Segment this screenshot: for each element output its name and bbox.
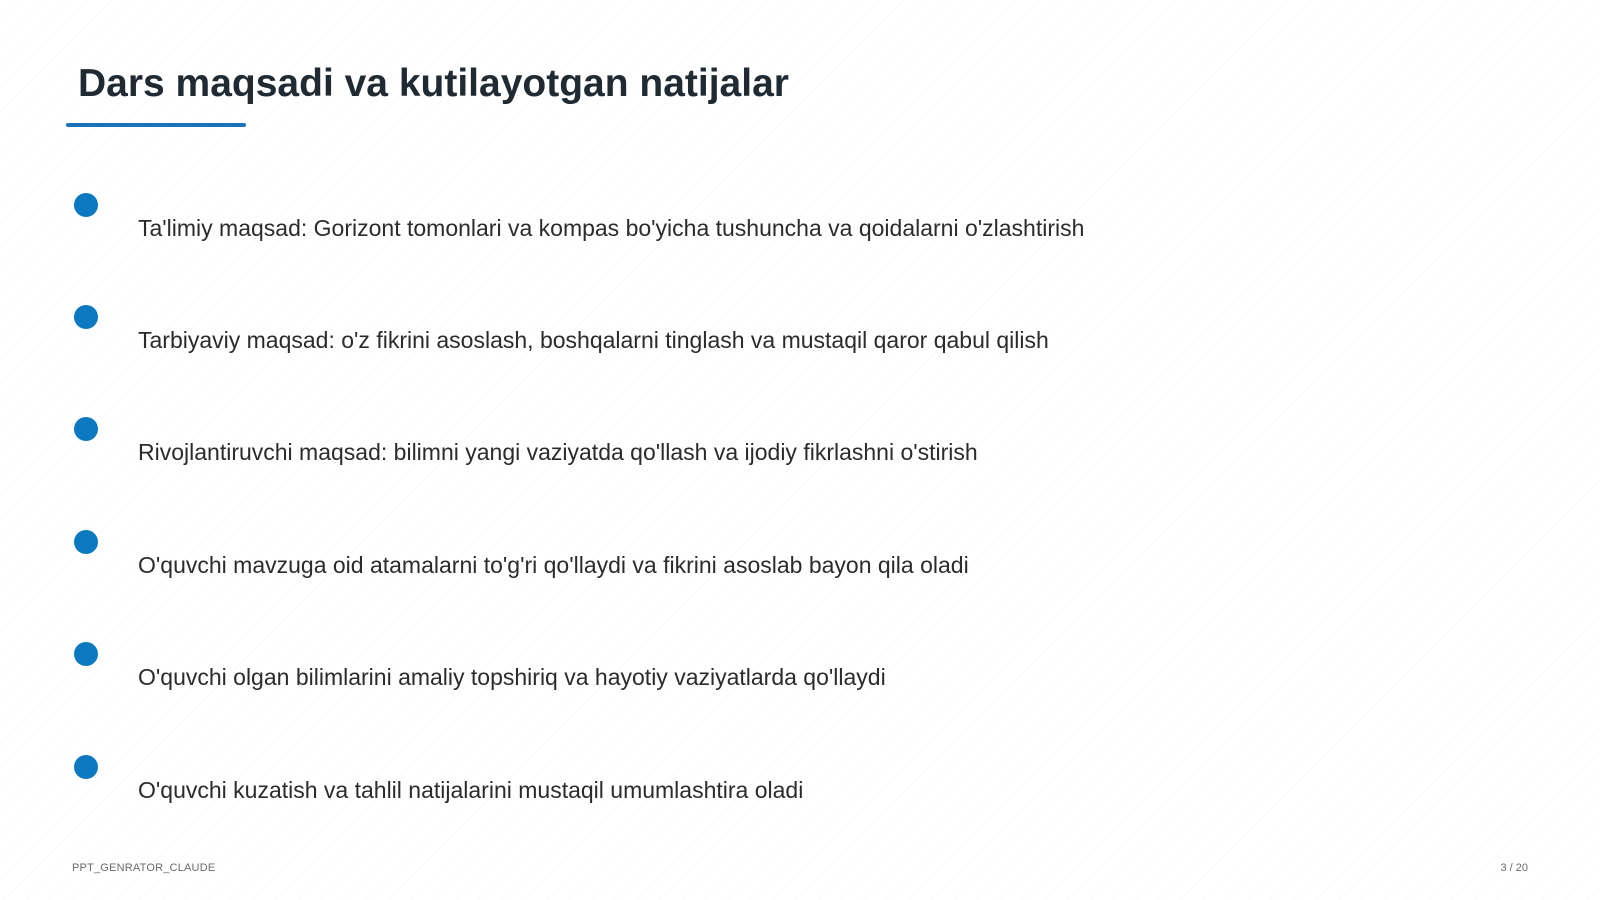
list-item <box>0 530 1300 590</box>
bullet-text: O'quvchi kuzatish va tahlil natijalarini mustaqil umumlashtira oladi <box>138 777 804 803</box>
footer-source-label: PPT_GENRATOR_CLAUDE <box>72 862 216 874</box>
bullet-text: O'quvchi mavzuga oid atamalarni to'g'ri qo'llaydi va fikrini asoslab bayon qila oladi <box>138 552 969 578</box>
list-item <box>0 305 1300 365</box>
bullet-dot-icon <box>74 755 98 779</box>
bullet-text: O'quvchi olgan bilimlarini amaliy topshiriq va hayotiy vaziyatlarda qo'llaydi <box>138 664 886 690</box>
title-underline <box>66 123 246 127</box>
page-indicator: 3 / 20 <box>1500 862 1528 874</box>
list-item <box>0 642 1300 702</box>
bullet-text: Rivojlantiruvchi maqsad: bilimni yangi vaziyatda qo'llash va ijodiy fikrlashni o'stirish <box>138 439 978 465</box>
bullet-dot-icon <box>74 417 98 441</box>
list-item <box>0 755 1300 815</box>
slide-title: Dars maqsadi va kutilayotgan natijalar <box>78 62 789 105</box>
bullet-dot-icon <box>74 642 98 666</box>
list-item <box>0 193 1300 253</box>
bullet-text: Ta'limiy maqsad: Gorizont tomonlari va kompas bo'yicha tushuncha va qoidalarni o'zlashtirish <box>138 215 1085 241</box>
bullet-text: Tarbiyaviy maqsad: o'z fikrini asoslash, boshqalarni tinglash va mustaqil qaror qabul qilish <box>138 327 1049 353</box>
bullet-dot-icon <box>74 193 98 217</box>
bullet-dot-icon <box>74 305 98 329</box>
bullet-dot-icon <box>74 530 98 554</box>
list-item <box>0 417 1300 477</box>
